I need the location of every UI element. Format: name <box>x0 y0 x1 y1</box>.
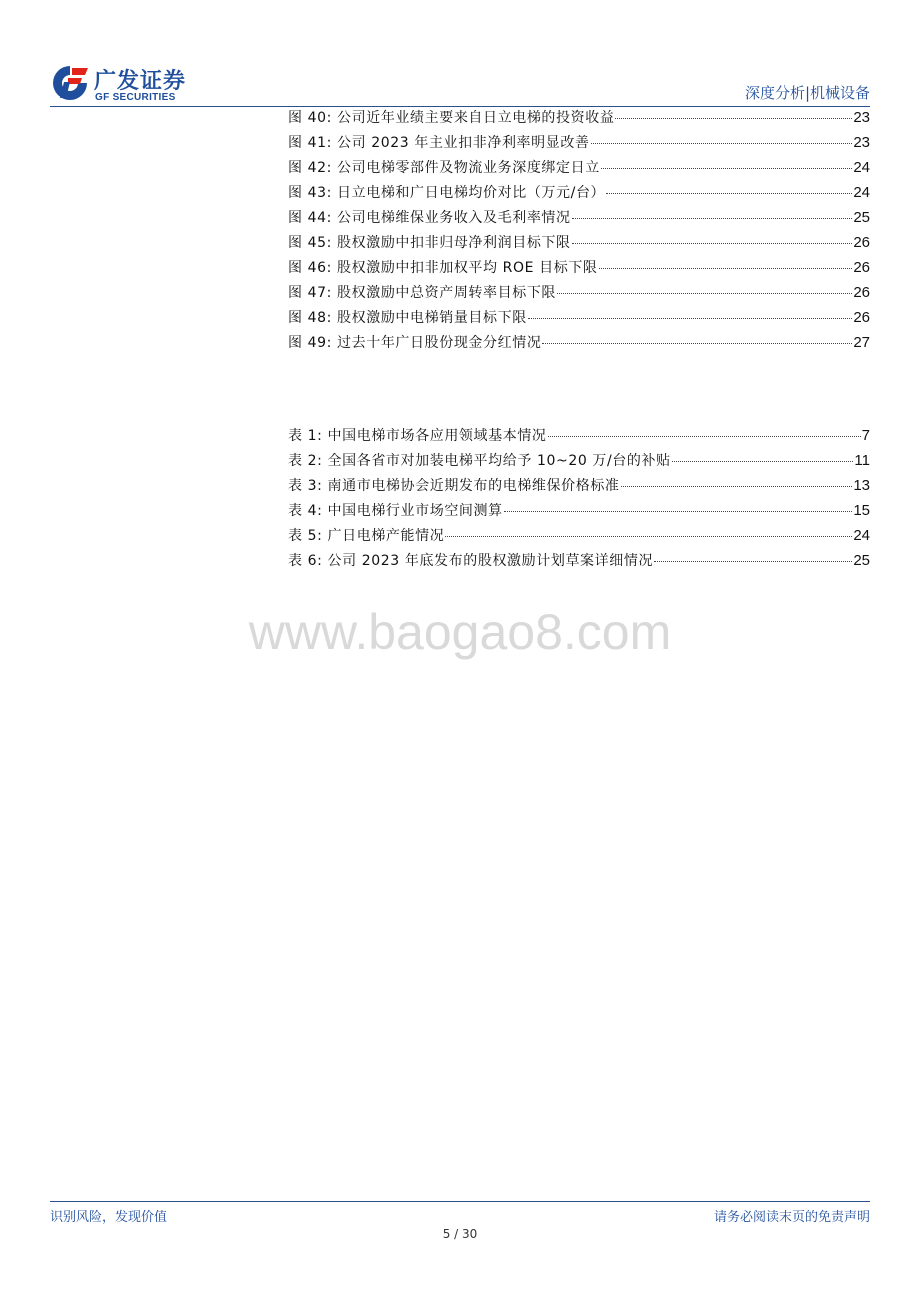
toc-label: 图 49: 过去十年广日股份现金分红情况 <box>288 335 542 351</box>
toc-page: 11 <box>854 452 870 469</box>
toc-leader <box>542 343 852 344</box>
toc-row[interactable] <box>288 282 870 307</box>
toc-row[interactable] <box>288 107 870 132</box>
logo-english-text: GF SECURITIES <box>95 92 176 103</box>
logo-chinese-text: 广发证券 <box>94 69 187 94</box>
footer-divider <box>50 1201 870 1202</box>
toc-leader <box>528 318 852 319</box>
toc-leader <box>599 268 853 269</box>
toc-row[interactable] <box>288 132 870 157</box>
toc-label: 表 1: 中国电梯市场各应用领域基本情况 <box>288 428 547 444</box>
toc-label: 表 3: 南通市电梯协会近期发布的电梯维保价格标准 <box>288 478 620 494</box>
toc-leader <box>601 168 852 169</box>
footer-slogan: 识别风险，发现价值 <box>50 1210 168 1225</box>
toc-leader <box>572 243 853 244</box>
toc-label: 图 41: 公司 2023 年主业扣非净利率明显改善 <box>288 135 590 151</box>
toc-row[interactable] <box>288 425 870 450</box>
toc-label: 图 42: 公司电梯零部件及物流业务深度绑定日立 <box>288 160 600 176</box>
toc-page: 7 <box>861 427 870 444</box>
toc-page: 25 <box>853 209 870 226</box>
gf-logo-icon <box>50 64 90 102</box>
page-header <box>50 62 870 104</box>
toc-row[interactable] <box>288 307 870 332</box>
toc-page: 24 <box>853 527 870 544</box>
toc-leader <box>445 536 852 537</box>
toc-leader <box>572 218 853 219</box>
toc-label: 表 2: 全国各省市对加装电梯平均给予 10~20 万/台的补贴 <box>288 453 671 469</box>
toc-row[interactable] <box>288 475 870 500</box>
toc-leader <box>606 193 852 194</box>
toc-label: 图 46: 股权激励中扣非加权平均 ROE 目标下限 <box>288 260 598 276</box>
toc-label: 图 48: 股权激励中电梯销量目标下限 <box>288 310 527 326</box>
toc-label: 图 43: 日立电梯和广日电梯均价对比（万元/台） <box>288 185 606 201</box>
toc-page: 23 <box>853 134 870 151</box>
figure-list <box>288 107 870 357</box>
toc-leader <box>615 118 852 119</box>
toc-row[interactable] <box>288 500 870 525</box>
toc-label: 图 44: 公司电梯维保业务收入及毛利率情况 <box>288 210 571 226</box>
toc-page: 23 <box>853 109 870 126</box>
toc-label: 图 40: 公司近年业绩主要来自日立电梯的投资收益 <box>288 110 615 126</box>
toc-page: 26 <box>853 309 870 326</box>
toc-label: 图 47: 股权激励中总资产周转率目标下限 <box>288 285 557 301</box>
report-type: 深度分析|机械设备 <box>744 84 870 102</box>
toc-page: 24 <box>853 184 870 201</box>
toc-leader <box>672 461 854 462</box>
toc-leader <box>548 436 861 437</box>
toc-row[interactable] <box>288 450 870 475</box>
gf-securities-logo <box>50 62 200 104</box>
toc-row[interactable] <box>288 232 870 257</box>
table-list <box>288 425 870 575</box>
toc-label: 图 45: 股权激励中扣非归母净利润目标下限 <box>288 235 571 251</box>
toc-row[interactable] <box>288 157 870 182</box>
toc-page: 25 <box>853 552 870 569</box>
toc-page: 26 <box>853 234 870 251</box>
toc-page: 15 <box>853 502 870 519</box>
toc-leader <box>591 143 853 144</box>
page-number: 5 / 30 <box>442 1227 478 1241</box>
toc-row[interactable] <box>288 182 870 207</box>
toc-row[interactable] <box>288 550 870 575</box>
toc-page: 26 <box>853 259 870 276</box>
toc-leader <box>621 486 853 487</box>
toc-row[interactable] <box>288 207 870 232</box>
toc-page: 26 <box>853 284 870 301</box>
toc-page: 27 <box>853 334 870 351</box>
toc-page: 13 <box>853 477 870 494</box>
toc-row[interactable] <box>288 257 870 282</box>
toc-row[interactable] <box>288 525 870 550</box>
toc-leader <box>557 293 852 294</box>
footer-disclaimer: 请务必阅读末页的免责声明 <box>713 1210 870 1225</box>
toc-label: 表 4: 中国电梯行业市场空间测算 <box>288 503 503 519</box>
toc-label: 表 5: 广日电梯产能情况 <box>288 528 445 544</box>
toc-leader <box>654 561 852 562</box>
toc-label: 表 6: 公司 2023 年底发布的股权激励计划草案详细情况 <box>288 553 654 569</box>
toc-page: 24 <box>853 159 870 176</box>
watermark: www.baogao8.com <box>248 604 672 660</box>
toc-leader <box>504 511 853 512</box>
toc-row[interactable] <box>288 332 870 357</box>
